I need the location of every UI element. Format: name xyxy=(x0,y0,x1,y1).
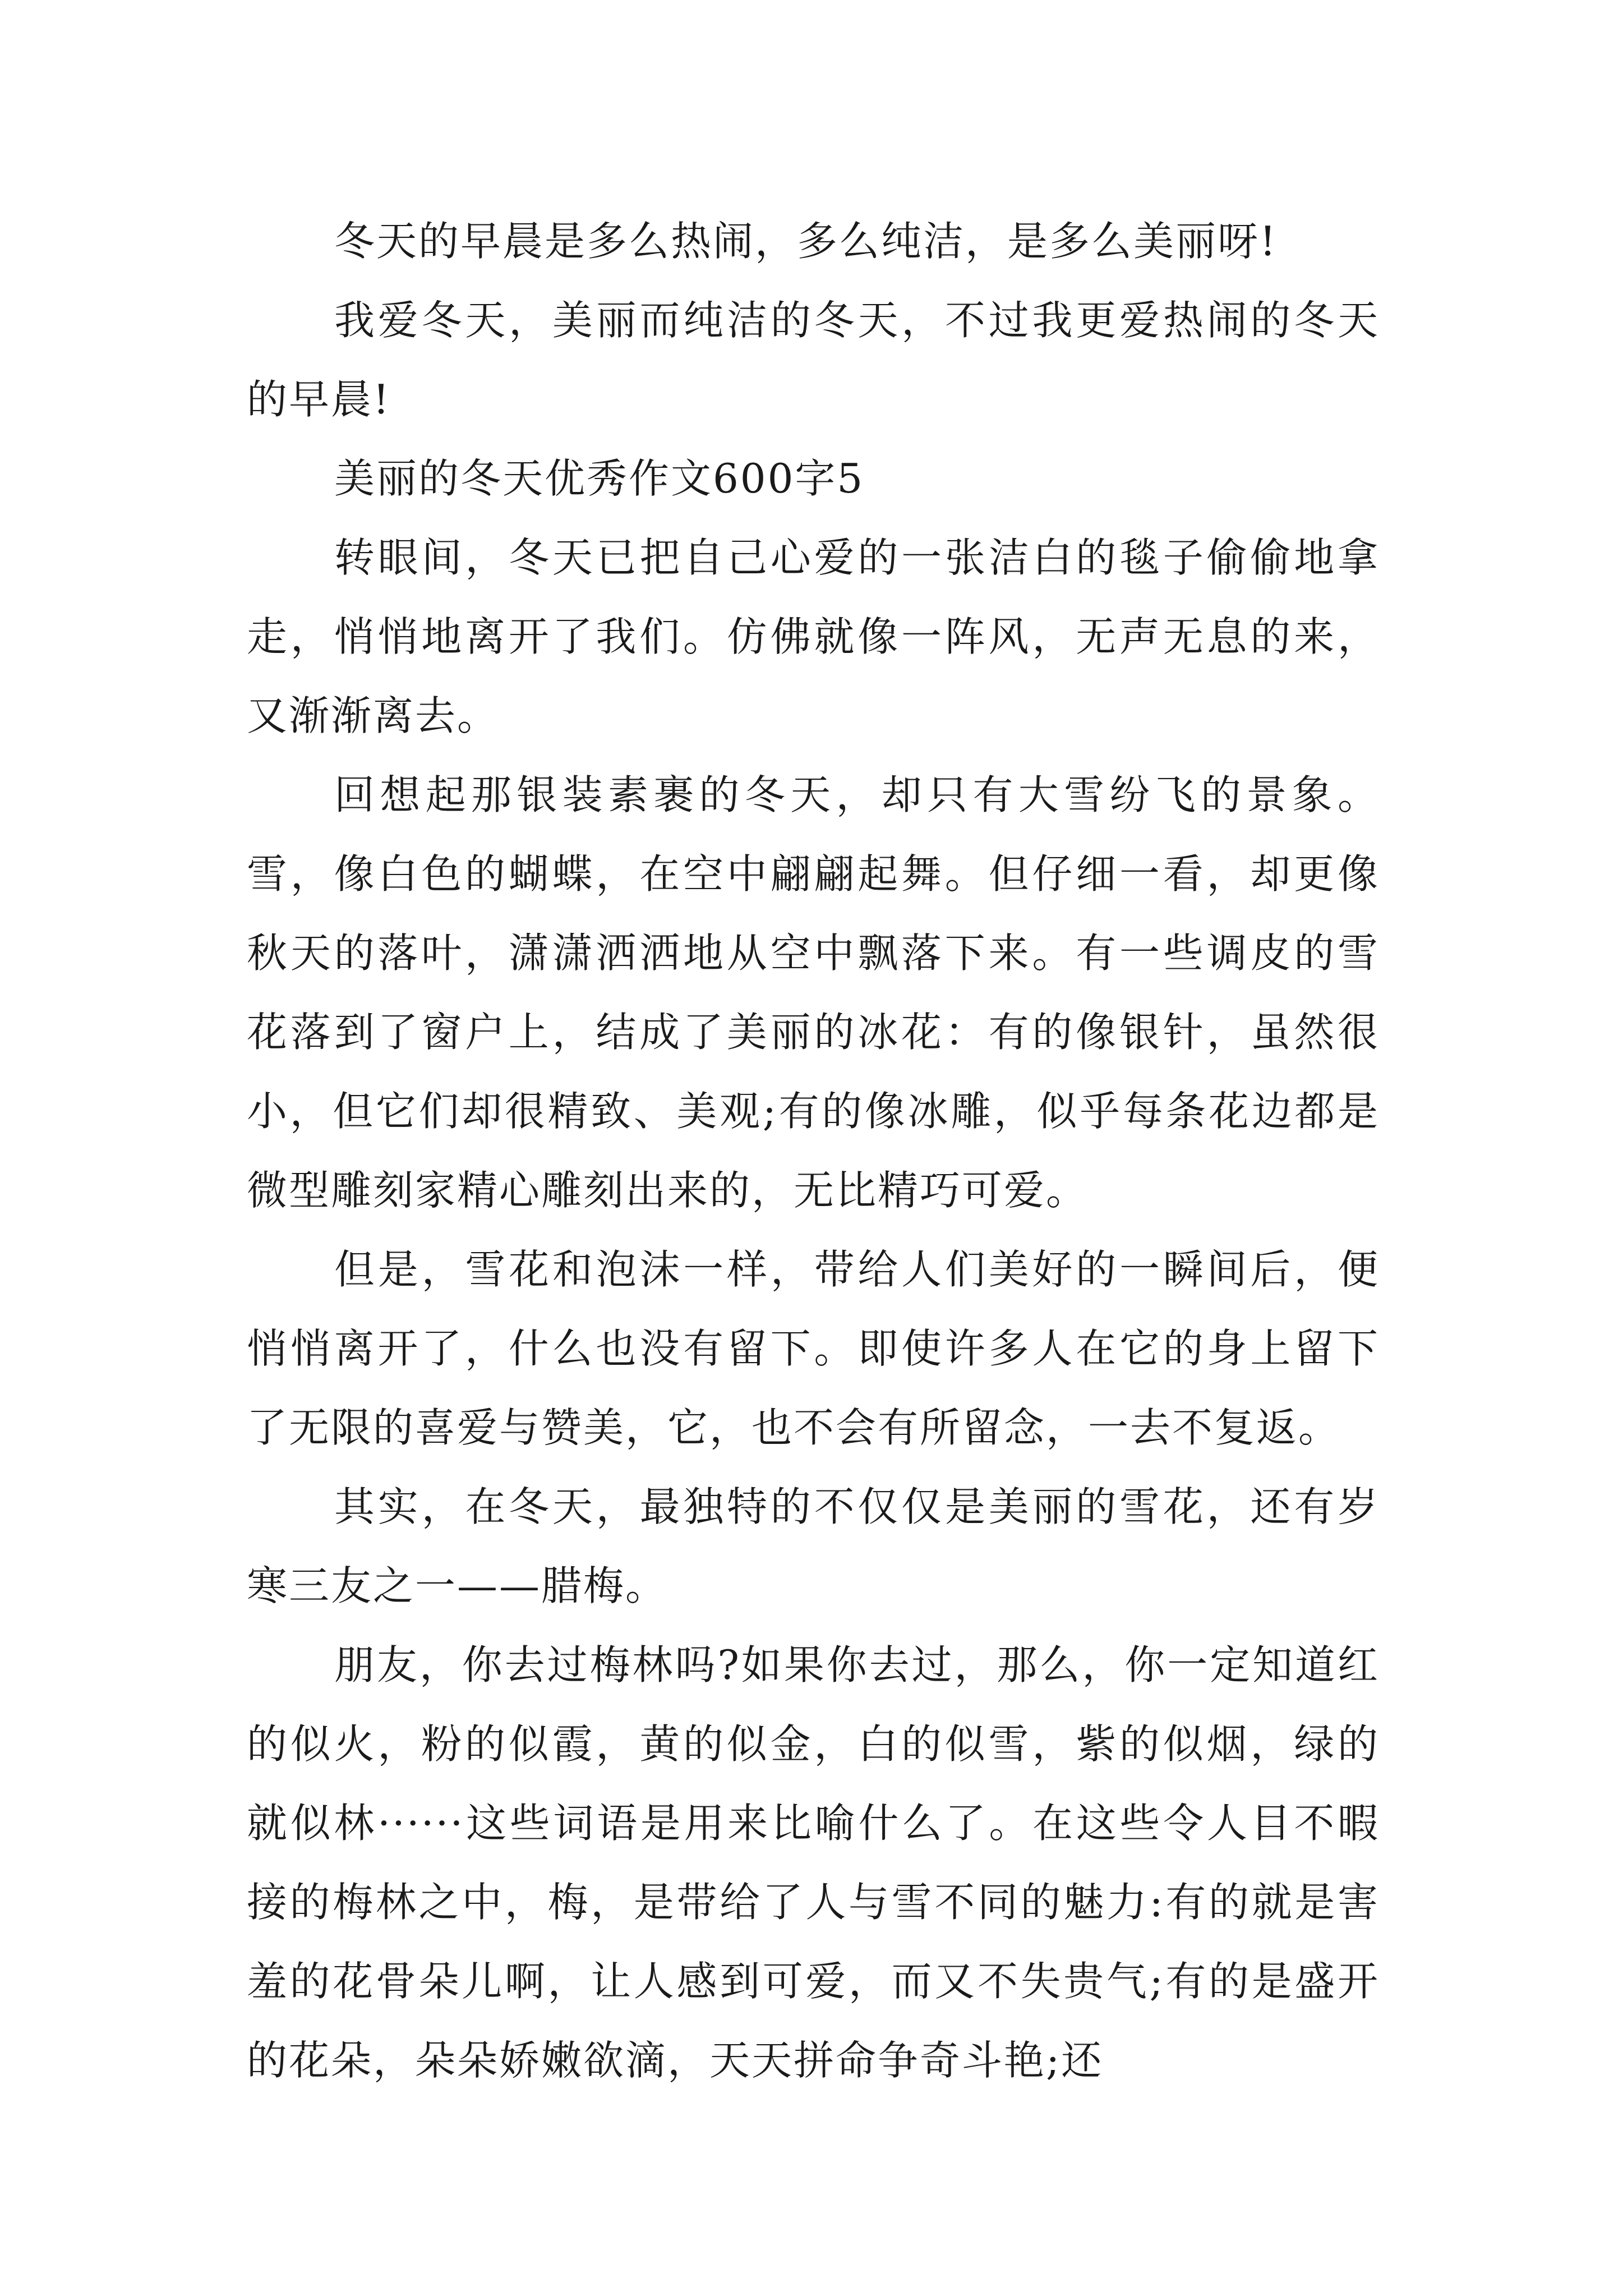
essay-title: 美丽的冬天优秀作文600字5 xyxy=(334,455,865,502)
essay-body xyxy=(247,202,1380,2100)
paragraph: 其实，在冬天，最独特的不仅仅是美丽的雪花，还有岁寒三友之一——腊梅。 xyxy=(247,1483,1380,1609)
paragraph: 冬天的早晨是多么热闹，多么纯洁，是多么美丽呀! xyxy=(334,218,1278,265)
paragraph: 我爱冬天，美丽而纯洁的冬天，不过我更爱热闹的冬天的早晨! xyxy=(247,297,1380,423)
paragraph: 朋友，你去过梅林吗?如果你去过，那么，你一定知道红的似火，粉的似霞，黄的似金，白的似雪，紫的似烟，绿的就似林······这些词语是用来比喻什么了。在这些令人目不暇接的梅林之中，梅，是带给了人与雪不同的魅力:有的就是害羞的花骨朵儿啊，让人感到可爱，而又不失贵气;有的是盛开的花朵，朵朵娇嫩欲滴，天天拼命争奇斗艳;还 xyxy=(247,1641,1380,2084)
paragraph: 转眼间，冬天已把自己心爱的一张洁白的毯子偷偷地拿走，悄悄地离开了我们。仿佛就像一阵风，无声无息的来，又渐渐离去。 xyxy=(247,534,1380,739)
paragraph: 回想起那银装素裹的冬天，却只有大雪纷飞的景象。雪，像白色的蝴蝶，在空中翩翩起舞。但仔细一看，却更像秋天的落叶，潇潇洒洒地从空中飘落下来。有一些调皮的雪花落到了窗户上，结成了美丽的冰花：有的像银针，虽然很小，但它们却很精致、美观;有的像冰雕，似乎每条花边都是微型雕刻家精心雕刻出来的，无比精巧可爱。 xyxy=(247,771,1380,1214)
paragraph: 但是，雪花和泡沫一样，带给人们美好的一瞬间后，便悄悄离开了，什么也没有留下。即使许多人在它的身上留下了无限的喜爱与赞美，它，也不会有所留念，一去不复返。 xyxy=(247,1246,1380,1451)
